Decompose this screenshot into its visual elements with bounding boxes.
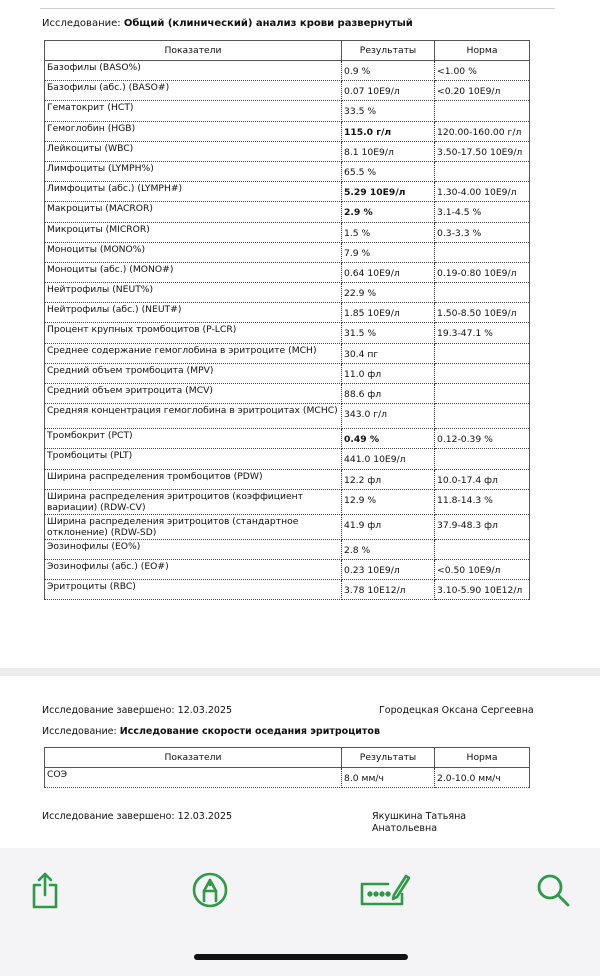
indicator-cell: Лимфоциты (LYMPH%) [45, 161, 342, 181]
result-cell: 31.5 % [342, 323, 435, 343]
table-row [45, 61, 530, 81]
indicator-cell: Лейкоциты (WBC) [45, 141, 342, 161]
indicator-cell: Тромбоциты (PLT) [45, 449, 342, 469]
indicator-cell: Ширина распределения тромбоцитов (PDW) [45, 469, 342, 489]
indicator-cell: Базофилы (BASO%) [45, 61, 342, 81]
header-result: Результаты [342, 41, 435, 61]
norm-cell: 2.0-10.0 мм/ч [435, 768, 530, 788]
indicator-cell: Средний объем эритроцита (MCV) [45, 384, 342, 404]
result-cell: 30.4 пг [342, 343, 435, 363]
norm-cell: <0.50 10E9/л [435, 559, 530, 579]
indicator-cell: Эозинофилы (абс.) (EO#) [45, 559, 342, 579]
indicator-cell: Средний объем тромбоцита (MPV) [45, 363, 342, 383]
result-cell: 1.85 10E9/л [342, 303, 435, 323]
header-norm: Норма [435, 748, 530, 768]
result-cell: 0.23 10E9/л [342, 559, 435, 579]
form-fill-button[interactable] [358, 870, 410, 910]
form-fill-icon [358, 872, 410, 908]
norm-cell: 120.00-160.00 г/л [435, 121, 530, 141]
norm-cell: 3.50-17.50 10E9/л [435, 141, 530, 161]
table-row [45, 161, 530, 181]
table-row [45, 262, 530, 282]
markup-button[interactable] [190, 870, 230, 910]
result-cell: 2.8 % [342, 539, 435, 559]
header-norm: Норма [435, 41, 530, 61]
search-button[interactable] [533, 870, 573, 910]
header-indicator: Показатели [45, 41, 342, 61]
page-separator [0, 668, 600, 676]
result-cell: 0.9 % [342, 61, 435, 81]
result-cell: 88.6 фл [342, 384, 435, 404]
table-row [45, 363, 530, 383]
norm-cell: <1.00 % [435, 61, 530, 81]
results-table-1 [44, 40, 530, 600]
norm-cell: 3.1-4.5 % [435, 202, 530, 222]
indicator-cell: Среднее содержание гемоглобина в эритроците (MCH) [45, 343, 342, 363]
study-title-text: Исследование скорости оседания эритроцитов [119, 726, 380, 737]
table-row [45, 559, 530, 579]
norm-cell [435, 384, 530, 404]
doctor-name-2 [372, 811, 466, 835]
indicator-cell: Гемоглобин (HGB) [45, 121, 342, 141]
norm-cell: 0.3-3.3 % [435, 222, 530, 242]
indicator-cell: Моноциты (абс.) (MONO#) [45, 262, 342, 282]
norm-cell: <0.20 10E9/л [435, 81, 530, 101]
table-row [45, 343, 530, 363]
result-cell: 115.0 г/л [342, 121, 435, 141]
indicator-cell: Ширина распределения эритроцитов (стандартное отклонение) (RDW-SD) [45, 514, 342, 539]
result-cell: 41.9 фл [342, 514, 435, 539]
norm-cell [435, 101, 530, 121]
table-row [45, 242, 530, 262]
norm-cell [435, 283, 530, 303]
table-row [45, 469, 530, 489]
indicator-cell: Микроциты (MICROR) [45, 222, 342, 242]
report-page-2 [0, 676, 600, 848]
result-cell: 8.0 мм/ч [342, 768, 435, 788]
doctor-name-2-line2: Анатольевна [372, 823, 438, 834]
table-row [45, 489, 530, 514]
table-row [45, 404, 530, 429]
indicator-cell: Нейтрофилы (NEUT%) [45, 283, 342, 303]
result-cell: 343.0 г/л [342, 404, 435, 429]
indicator-cell: Гематокрит (HCT) [45, 101, 342, 121]
doctor-name-1: Городецкая Оксана Сергеевна [379, 705, 534, 716]
norm-cell [435, 363, 530, 383]
result-cell: 0.64 10E9/л [342, 262, 435, 282]
table-row [45, 514, 530, 539]
indicator-cell: Базофилы (абс.) (BASO#) [45, 81, 342, 101]
table-row [45, 384, 530, 404]
home-indicator[interactable] [194, 954, 408, 960]
indicator-cell: Процент крупных тромбоцитов (P-LCR) [45, 323, 342, 343]
indicator-cell: Ширина распределения эритроцитов (коэффициент вариации) (RDW-CV) [45, 489, 342, 514]
indicator-cell: СОЭ [45, 768, 342, 788]
indicator-cell: Макроциты (MACROR) [45, 202, 342, 222]
result-cell: 0.07 10E9/л [342, 81, 435, 101]
table-row [45, 141, 530, 161]
result-cell: 65.5 % [342, 161, 435, 181]
search-icon [534, 871, 572, 909]
doctor-name-2-line1: Якушкина Татьяна [372, 811, 467, 822]
indicator-cell: Эозинофилы (EO%) [45, 539, 342, 559]
norm-cell: 37.9-48.3 фл [435, 514, 530, 539]
indicator-cell: Нейтрофилы (абс.) (NEUT#) [45, 303, 342, 323]
norm-cell [435, 404, 530, 429]
table-row [45, 81, 530, 101]
header-result: Результаты [342, 748, 435, 768]
table-row [45, 580, 530, 600]
results-table-2 [44, 747, 530, 788]
markup-icon [191, 871, 229, 909]
indicator-cell: Моноциты (MONO%) [45, 242, 342, 262]
table-row [45, 182, 530, 202]
study-title-prefix: Исследование: [42, 726, 117, 737]
norm-cell [435, 539, 530, 559]
norm-cell: 0.12-0.39 % [435, 429, 530, 449]
study-title-2 [42, 726, 380, 737]
norm-cell: 1.30-4.00 10E9/л [435, 182, 530, 202]
result-cell: 12.9 % [342, 489, 435, 514]
table-row [45, 101, 530, 121]
norm-cell [435, 242, 530, 262]
result-cell: 2.9 % [342, 202, 435, 222]
study-title-text: Общий (клинический) анализ крови развернутый [123, 18, 413, 29]
completed-date-1: Исследование завершено: 12.03.2025 [42, 705, 233, 716]
table-row [45, 323, 530, 343]
norm-cell: 0.19-0.80 10E9/л [435, 262, 530, 282]
table-header-row [45, 41, 530, 61]
table-row [45, 768, 530, 788]
completed-date-2: Исследование завершено: 12.03.2025 [42, 811, 233, 822]
result-cell: 5.29 10E9/л [342, 182, 435, 202]
result-cell: 3.78 10E12/л [342, 580, 435, 600]
result-cell: 11.0 фл [342, 363, 435, 383]
norm-cell: 19.3-47.1 % [435, 323, 530, 343]
share-button[interactable] [25, 870, 65, 910]
study-title-1 [42, 18, 413, 29]
norm-cell [435, 161, 530, 181]
table-row [45, 449, 530, 469]
result-cell: 8.1 10E9/л [342, 141, 435, 161]
header-indicator: Показатели [45, 748, 342, 768]
norm-cell: 3.10-5.90 10E12/л [435, 580, 530, 600]
indicator-cell: Тромбокрит (PCT) [45, 429, 342, 449]
indicator-cell: Эритроциты (RBC) [45, 580, 342, 600]
result-cell: 33.5 % [342, 101, 435, 121]
result-cell: 12.2 фл [342, 469, 435, 489]
table-row [45, 303, 530, 323]
table-row [45, 202, 530, 222]
table-row [45, 222, 530, 242]
table-row [45, 121, 530, 141]
result-cell: 441.0 10E9/л [342, 449, 435, 469]
study-title-prefix: Исследование: [42, 18, 121, 29]
norm-cell: 1.50-8.50 10E9/л [435, 303, 530, 323]
norm-cell: 10.0-17.4 фл [435, 469, 530, 489]
share-icon [28, 870, 62, 910]
norm-cell [435, 449, 530, 469]
table-header-row [45, 748, 530, 768]
result-cell: 7.9 % [342, 242, 435, 262]
table-row [45, 429, 530, 449]
result-cell: 1.5 % [342, 222, 435, 242]
divider [40, 8, 555, 9]
indicator-cell: Средняя концентрация гемоглобина в эритроцитах (MCHC) [45, 404, 342, 429]
indicator-cell: Лимфоциты (абс.) (LYMPH#) [45, 182, 342, 202]
norm-cell [435, 343, 530, 363]
result-cell: 22.9 % [342, 283, 435, 303]
result-cell: 0.49 % [342, 429, 435, 449]
table-row [45, 539, 530, 559]
norm-cell: 11.8-14.3 % [435, 489, 530, 514]
table-row [45, 283, 530, 303]
